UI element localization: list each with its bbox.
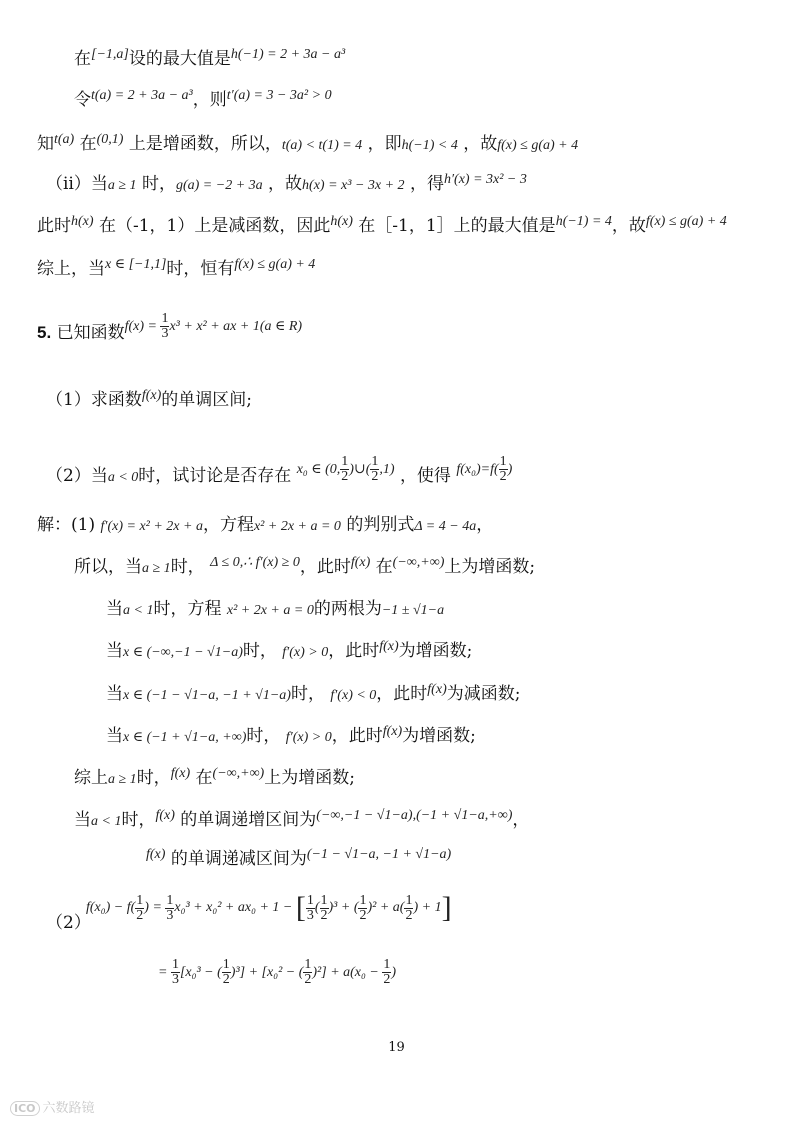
text: ，此时: [299, 557, 351, 577]
formula: h′(x) = 3x² − 3: [443, 172, 527, 187]
text: 的判别式: [346, 515, 415, 535]
text: 为增函数;: [402, 726, 476, 746]
text: 时，: [170, 557, 205, 577]
text: 为减函数;: [446, 684, 521, 704]
problem-number: 5.: [37, 323, 52, 342]
formula-part: ) + 1: [413, 900, 442, 916]
text: ，: [476, 515, 494, 535]
formula-part: ) =: [144, 900, 162, 916]
denominator: 2: [320, 907, 328, 923]
text: ，故: [611, 216, 646, 236]
numerator: 1: [499, 454, 507, 470]
formula-part: =: [158, 965, 168, 980]
numerator: 1: [304, 957, 312, 973]
formula: h(x) = x³ − 3x + 2: [302, 178, 405, 193]
text: 已知函数: [56, 323, 125, 343]
denominator: 2: [499, 469, 507, 485]
numerator: 1: [371, 454, 379, 470]
text-line: [146, 846, 451, 874]
text: 的单调区间;: [161, 390, 252, 410]
text: ，则: [192, 90, 227, 110]
text-line: [106, 723, 476, 751]
formula-part: ): [391, 965, 397, 980]
formula: (−1 − √1−a, −1 + √1−a): [306, 847, 452, 862]
text-line: [74, 765, 355, 793]
text: 当: [106, 726, 123, 746]
denominator: 3: [166, 907, 174, 923]
text: 上为增函数;: [444, 557, 536, 577]
text: 在［-1，1］上的最大值是: [358, 216, 556, 236]
text: 时，: [246, 726, 281, 746]
denominator: 2: [371, 469, 379, 485]
text-line: [46, 910, 91, 936]
formula: (−∞,+∞): [392, 555, 445, 570]
formula-part: (: [314, 900, 320, 916]
numerator: 1: [222, 957, 230, 973]
formula: f′(x) > 0: [282, 645, 329, 660]
text: ，故: [268, 174, 303, 194]
formula-part: f(x₀)=f(: [456, 462, 499, 477]
fraction: [320, 894, 329, 923]
text: 在: [79, 134, 97, 154]
text: ，故: [463, 134, 498, 154]
formula: f(x): [350, 555, 371, 570]
text: （ⅱ）当: [46, 174, 108, 194]
text-line: [74, 87, 332, 115]
formula: f(x): [141, 388, 162, 403]
text-line: [37, 512, 493, 540]
denominator: 2: [359, 907, 367, 923]
formula: [124, 311, 303, 342]
formula: t(a): [54, 132, 75, 147]
text: ，使得: [399, 466, 451, 486]
numerator: 1: [341, 454, 349, 470]
formula: a < 1: [123, 603, 154, 618]
text-line: [46, 171, 527, 199]
formula: a ≥ 1: [142, 561, 171, 576]
text-line: [74, 554, 535, 582]
text: 上是增函数，所以，: [128, 134, 282, 154]
text: 当: [106, 641, 123, 661]
formula: h(−1) < 4: [401, 138, 458, 153]
text-line: [37, 131, 578, 159]
fraction: [135, 894, 144, 923]
formula: x ∈ (−1 − √1−a, −1 + √1−a): [123, 688, 291, 703]
text: 时，: [136, 768, 171, 788]
text: 时，试讨论是否存在: [138, 466, 292, 486]
fraction: [222, 958, 231, 987]
text: 此时: [37, 216, 71, 236]
fraction: [340, 455, 349, 484]
text-line: [37, 256, 315, 284]
formula: f(x): [427, 682, 447, 697]
formula: a ≥ 1: [107, 178, 137, 193]
text: （1）求函数: [46, 390, 142, 410]
watermark: [10, 1097, 95, 1116]
formula: x ∈ [−1,1]: [105, 257, 167, 272]
text: 当: [74, 810, 91, 830]
text: 当: [106, 599, 123, 619]
text: 时，: [141, 174, 176, 194]
formula: (−∞,+∞): [212, 766, 265, 781]
text: 设的最大值是: [128, 49, 231, 69]
text: ，得: [409, 174, 444, 194]
formula-part: x₀ ∈ (0,: [296, 462, 341, 477]
formula: a < 1: [91, 814, 122, 829]
bracket-left: [: [295, 891, 306, 924]
fraction: [499, 455, 508, 484]
text: ，: [512, 810, 530, 830]
formula: h(−1) = 4: [555, 214, 612, 229]
formula: f(x): [170, 766, 191, 781]
formula: (0,1): [96, 132, 124, 147]
formula: Δ ≤ 0,∴ f′(x) ≥ 0: [210, 555, 300, 570]
text-line: [106, 596, 444, 624]
text: 所以，当: [74, 557, 142, 577]
formula-part: )³] + [x₀² − (: [230, 965, 304, 980]
formula: t(a) = 2 + 3a − a³: [91, 88, 193, 103]
numerator: 1: [383, 957, 391, 973]
text: 在: [195, 768, 213, 788]
formula: [−1,a]: [91, 47, 129, 62]
text: ，此时: [376, 684, 428, 704]
text-line: [46, 454, 513, 492]
formula: h(x): [330, 214, 353, 229]
text: 时，: [242, 641, 277, 661]
numerator: 1: [306, 892, 314, 908]
formula-part: )∪(: [349, 462, 371, 477]
formula-part: )² + a(: [367, 900, 405, 916]
text-line: [37, 213, 727, 241]
numerator: 1: [171, 957, 179, 973]
numerator: 1: [166, 892, 174, 908]
fraction: [382, 958, 391, 987]
numerator: 1: [359, 892, 367, 908]
formula: Δ = 4 − 4a: [414, 519, 477, 534]
fraction: [306, 894, 315, 923]
formula: x ∈ (−∞,−1 − √1−a): [123, 645, 243, 660]
text: 时，方程: [153, 599, 222, 619]
text: 的单调递增区间为: [180, 810, 317, 830]
text: 上为增函数;: [264, 768, 355, 788]
formula: [296, 454, 395, 485]
formula-part: )²] + a(x₀ −: [312, 965, 379, 980]
page-number: 19: [388, 1040, 405, 1055]
formula: a < 0: [107, 470, 139, 485]
denominator: 3: [171, 972, 179, 988]
text: 在（-1，1）上是减函数，因此: [98, 216, 331, 236]
numerator: 1: [161, 311, 169, 327]
denominator: 2: [405, 907, 413, 923]
formula: [86, 890, 452, 926]
text: ，方程: [202, 515, 254, 535]
text: ，即: [367, 134, 402, 154]
text: ，此时: [328, 641, 380, 661]
formula: f(x): [146, 847, 166, 862]
formula-part: x₀³ + x₀² + ax₀ + 1 −: [174, 900, 293, 916]
text-line: [106, 638, 472, 666]
text-line: [74, 807, 529, 835]
formula: f′(x) < 0: [330, 688, 377, 703]
denominator: 2: [383, 972, 391, 988]
formula: x ∈ (−1 + √1−a, +∞): [123, 730, 247, 745]
text: 时，: [121, 810, 156, 830]
text: 的单调递减区间为: [170, 849, 307, 869]
problem-heading: [37, 311, 303, 349]
denominator: 2: [136, 907, 144, 923]
text: 解：(1): [37, 515, 96, 535]
text: 综上，当: [37, 259, 105, 279]
text-line: [46, 387, 252, 415]
formula-part: f(x₀) − f(: [86, 900, 136, 916]
fraction: [171, 958, 180, 987]
numerator: 1: [136, 892, 144, 908]
denominator: 2: [222, 972, 230, 988]
text: 为增函数;: [398, 641, 473, 661]
text: 时，恒有: [166, 259, 235, 279]
numerator: 1: [405, 892, 413, 908]
text: 的两根为: [313, 599, 382, 619]
formula: a ≥ 1: [108, 772, 137, 787]
formula-part: ): [507, 462, 513, 477]
text: 在: [375, 557, 393, 577]
formula-part: [x₀³ − (: [179, 965, 222, 980]
text: （2）当: [46, 466, 108, 486]
text: 综上: [74, 768, 108, 788]
formula: (−∞,−1 − √1−a),(−1 + √1−a,+∞): [316, 808, 513, 823]
text: 知: [37, 134, 54, 154]
text-line: [74, 46, 345, 74]
bracket-right: ]: [441, 891, 452, 924]
formula: g(a) = −2 + 3a: [175, 178, 263, 193]
formula-part: x³ + x² + ax + 1(a ∈ R): [169, 319, 303, 334]
numerator: 1: [320, 892, 328, 908]
denominator: 2: [304, 972, 312, 988]
formula-part: f(x) =: [124, 319, 157, 334]
watermark-text: 六数路镜: [42, 1101, 95, 1116]
formula: x² + 2x + a = 0: [226, 603, 314, 618]
text: 当: [106, 684, 123, 704]
formula: f(x) ≤ g(a) + 4: [234, 257, 316, 272]
text: ，此时: [331, 726, 383, 746]
formula: h(x): [71, 214, 94, 229]
formula: [158, 955, 396, 991]
formula: f(x) ≤ g(a) + 4: [497, 138, 579, 153]
formula-part: ,1): [379, 462, 395, 477]
formula: [456, 454, 513, 485]
text: 令: [74, 90, 91, 110]
formula: f(x): [379, 639, 399, 654]
formula: f(x): [382, 724, 403, 739]
denominator: 2: [341, 469, 349, 485]
formula-part: )³ + (: [328, 900, 359, 916]
formula: −1 ± √1−a: [381, 603, 445, 618]
fraction: [370, 455, 379, 484]
formula: f′(x) = x² + 2x + a: [100, 519, 203, 534]
formula: h(−1) = 2 + 3a − a³: [230, 47, 346, 62]
text: 在: [74, 49, 91, 69]
formula: t(a) < t(1) = 4: [281, 138, 363, 153]
text: 时，: [290, 684, 325, 704]
denominator: 3: [306, 907, 314, 923]
text-line: [106, 681, 520, 709]
formula: t′(a) = 3 − 3a² > 0: [226, 88, 332, 103]
watermark-logo-icon: ICO: [10, 1101, 40, 1116]
formula: x² + 2x + a = 0: [253, 519, 341, 534]
formula: f′(x) > 0: [285, 730, 332, 745]
formula: f(x) ≤ g(a) + 4: [645, 214, 727, 229]
text: （2）: [46, 913, 91, 933]
denominator: 3: [161, 326, 169, 342]
formula: f(x): [155, 808, 175, 823]
